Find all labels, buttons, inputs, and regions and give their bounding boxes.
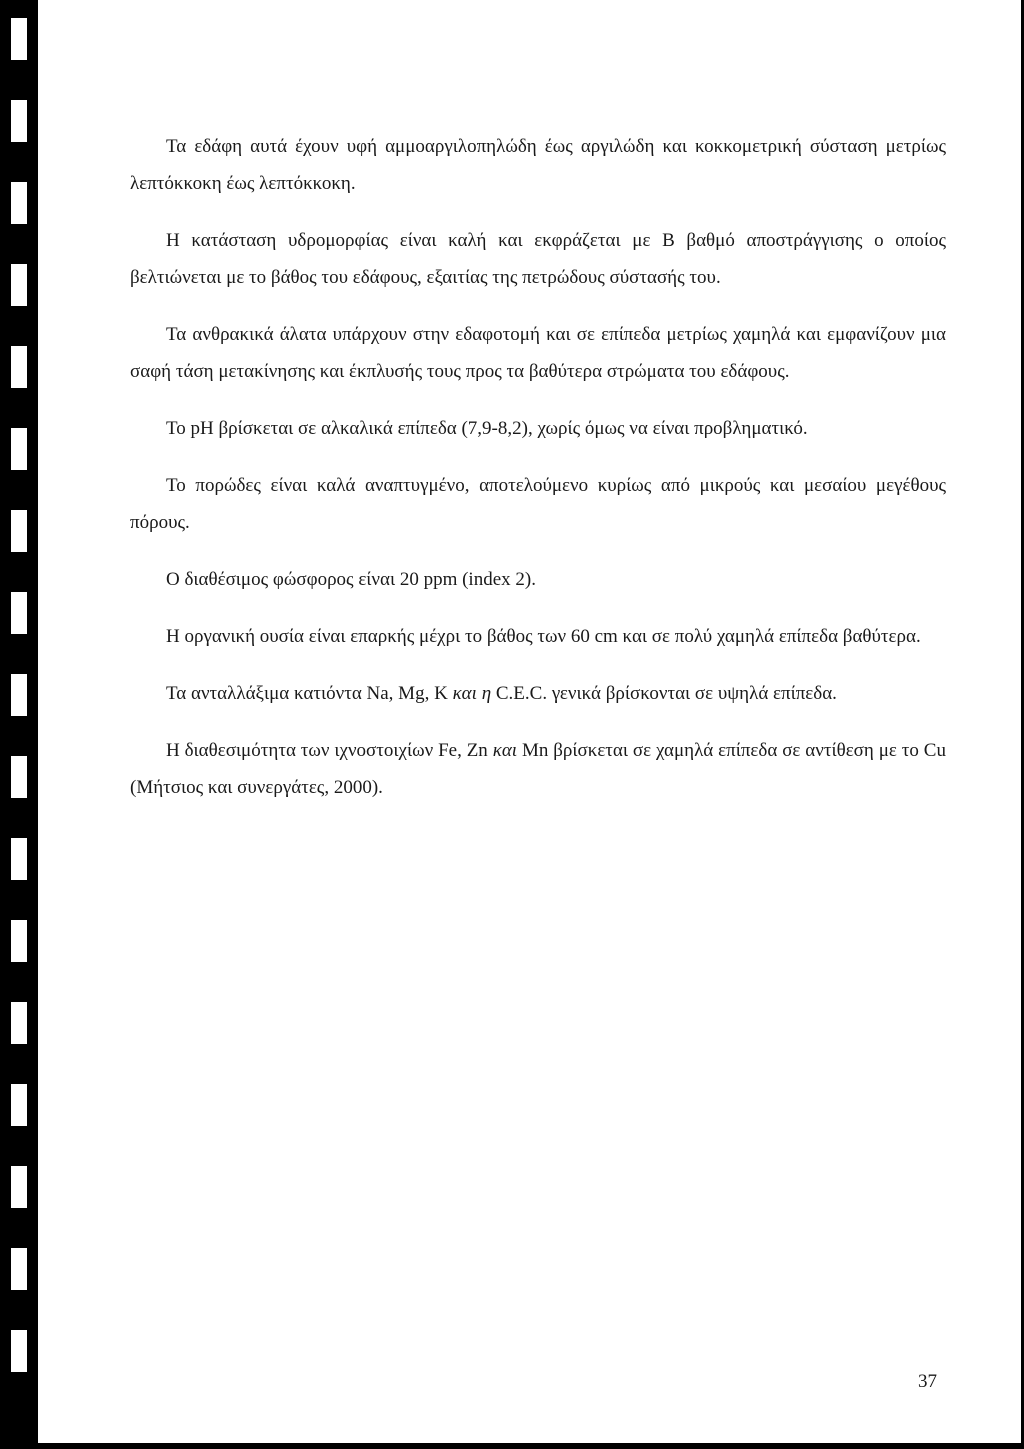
film-perforation <box>11 100 27 142</box>
film-perforation <box>11 510 27 552</box>
document-page <box>38 0 1024 1449</box>
film-perforation <box>11 920 27 962</box>
paragraph-organic-matter: Η οργανική ουσία είναι επαρκής μέχρι το βάθος των 60 cm και σε πολύ χαμηλά επίπεδα βαθύτερα. <box>166 626 921 647</box>
film-perforation <box>11 674 27 716</box>
paragraph-trace-elements <box>130 732 946 806</box>
paragraph-porosity: Το πορώδες είναι καλά αναπτυγμένο, αποτελούμενο κυρίως από μικρούς και μεσαίου μεγέθους πόρους. <box>130 475 946 533</box>
film-perforation <box>11 756 27 798</box>
trace-italic-and: και <box>492 740 518 761</box>
film-perforation <box>11 264 27 306</box>
film-perforation <box>11 1330 27 1372</box>
paragraph-phosphorus: Ο διαθέσιμος φώσφορος είναι 20 ppm (index 2). <box>166 569 536 590</box>
paragraph-carbonates: Τα ανθρακικά άλατα υπάρχουν στην εδαφοτομή και σε επίπεδα μετρίως χαμηλά και εμφανίζουν μια σαφή τάση μετακίνησης και έκπλυσής τους προς τα βαθύτερα στρώματα του εδάφους. <box>130 324 946 382</box>
film-perforation <box>11 182 27 224</box>
paragraph-exchangeable-cations <box>130 675 946 712</box>
film-perforation <box>11 1166 27 1208</box>
paragraph-soil-texture: Τα εδάφη αυτά έχουν υφή αμμοαργιλοπηλώδη έως αργιλώδη και κοκκομετρική σύσταση μετρίως λεπτόκκοκη έως λεπτόκκοκη. <box>130 136 946 194</box>
cations-text-start: Τα ανταλλάξιμα κατιόντα Na, Mg, K <box>166 683 453 704</box>
cations-italic-and: και <box>452 683 477 704</box>
film-perforation <box>11 838 27 880</box>
film-perforation <box>11 428 27 470</box>
film-perforation <box>11 592 27 634</box>
paragraph-hydromorphy: Η κατάσταση υδρομορφίας είναι καλή και εκφράζεται με Β βαθμό αποστράγγισης ο οποίος βελτιώνεται με το βάθος του εδάφους, εξαιτίας της πετρώδους σύστασής του. <box>130 230 946 288</box>
trace-text-start: Η διαθεσιμότητα των ιχνοστοιχίων Fe, Zn <box>166 740 493 761</box>
film-perforation <box>11 1002 27 1044</box>
paragraph-ph: Το pH βρίσκεται σε αλκαλικά επίπεδα (7,9-8,2), χωρίς όμως να είναι προβληματικό. <box>166 418 808 439</box>
film-perforation <box>11 1084 27 1126</box>
film-perforation <box>11 18 27 60</box>
cations-text-end: C.E.C. γενικά βρίσκονται σε υψηλά επίπεδα. <box>491 683 837 704</box>
film-perforation <box>11 1248 27 1290</box>
page-number: 37 <box>918 1371 937 1392</box>
cations-italic-the: η <box>481 683 492 704</box>
bottom-scan-edge <box>38 1443 1024 1449</box>
body-text <box>130 128 946 826</box>
trace-text-end: Mn βρίσκεται σε χαμηλά επίπεδα σε αντίθεση με το Cu (Μήτσιος και συνεργάτες, 2000). <box>130 740 946 798</box>
film-perforation <box>11 346 27 388</box>
